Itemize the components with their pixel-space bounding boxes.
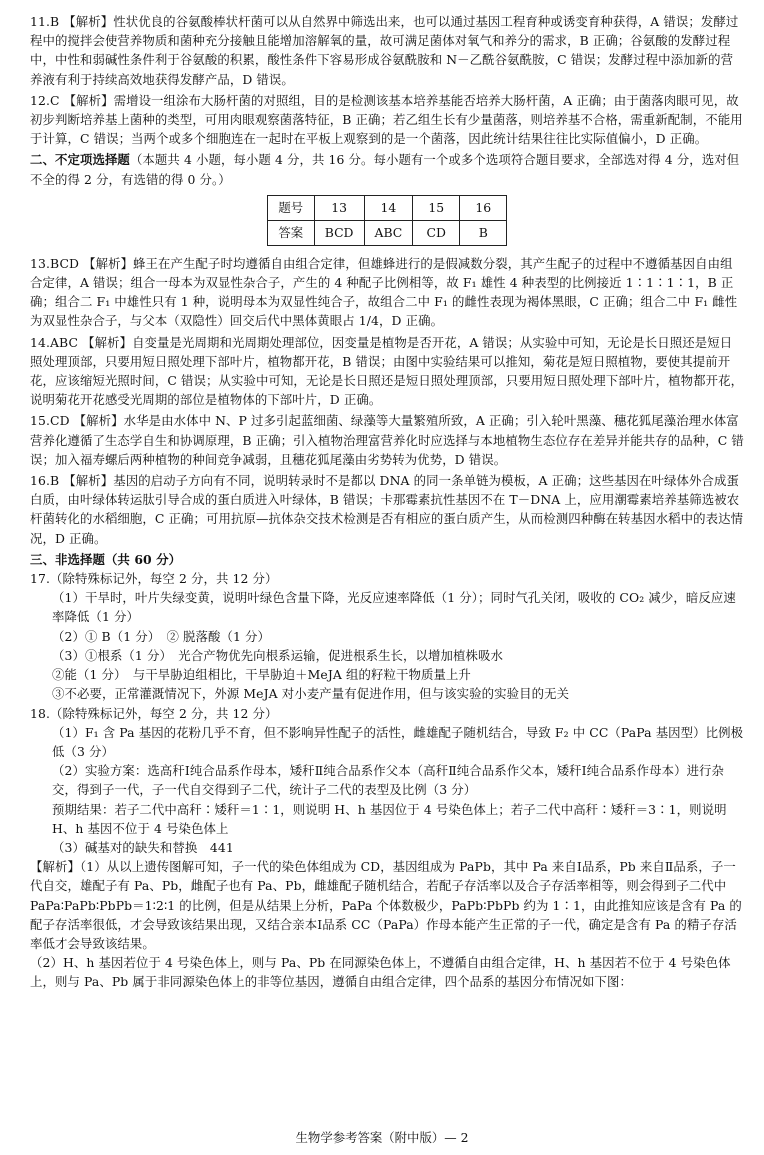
q18-line: （3）碱基对的缺失和替换 441 [52,839,234,855]
q17-line: ②能（1 分） 与干旱胁迫组相比，干旱胁迫＋MeJA 组的籽粒干物质量上升 [52,667,471,683]
answer-table-answer-row [267,220,507,245]
answer-16: 16.B 【解析】基因的启动子方向有不同，说明转录时不是都以 DNA 的同一条单链为模板，A 正确；这些基因在叶绿体外合成蛋白质，由叶绿体转运肽引导合成的蛋白质进入叶绿体，B 错误；卡那霉素抗性基因不在 T－DNA 上，应用潮霉素培养基筛选被农杆菌转化的水稻细胞，C 正确；可用抗原—抗体杂交技术检测是否有相应的蛋白质产生，从而检测四种酶在转基因水稻中的表达情况，D 正确。 [30,473,744,546]
answer-13: 13.BCD 【解析】蜂王在产生配子时均遵循自由组合定律，但雄蜂进行的是假减数分裂，其产生配子的过程中不遵循基因自由组合定律，A 错误；组合一母本为双显性杂合子，产生的 4 种配子比例相等，故 F₁ 雄性 4 种表型的比例接近 1∶1∶1∶1，B 正确；组合二 F₁ 中雄性只有 1 种，说明母本为双显性纯合子，故组合二中 F₁ 的雌性表现为褐体黑眼，C 正确；组合二中 F₁ 雌性为双显性杂合子，与父本（双隐性）回交后代中黑体黄眼占 1/4，D 正确。 [30,255,738,329]
q17-line: （3）①根系（1 分） 光合产物优先向根系运输，促进根系生长，以增加植株吸水 [52,647,503,663]
answer-18 [30,704,744,992]
q18-line: （1）F₁ 含 Pa 基因的花粉几乎不育，但不影响异性配子的活性，雌雄配子随机结合，导致 F₂ 中 CC（PaPa 基因型）比例极低（3 分） [52,724,744,759]
q17-line: ③不必要，正常灌溉情况下，外源 MeJA 对小麦产量有促进作用，但与该实验的实验目的无关 [52,686,570,702]
section-3-heading: 三、非选择题（共 60 分） [30,551,182,567]
answer-table-header-row [267,195,507,220]
q18-analysis: （2）H、h 基因若位于 4 号染色体上，则与 Pa、Pb 在同源染色体上，不遵循自由组合定律，H、h 基因若不位于 4 号染色体上，则与 Pa、Pb 属于非同源染色体上的非等位基因，遵循自由组合定律，四个品系的基因分布情况如下图： [30,955,731,990]
section-2-heading: 二、不定项选择题（本题共 4 小题，每小题 4 分，共 16 分。每小题有一个或多个选项符合题目要求，全部选对得 4 分，选对但不全的得 2 分，有选错的得 0 分。） [30,152,740,187]
table-number-cell: 16 [460,195,507,220]
answer-17 [30,569,744,703]
answer-table [267,195,508,246]
q17-line: （1）干旱时，叶片失绿变黄，说明叶绿色含量下降，光反应速率降低（1 分）；同时气孔关闭，吸收的 CO₂ 减少，暗反应速率降低（1 分） [52,590,736,625]
answer-12: 12.C 【解析】需增设一组涂布大肠杆菌的对照组，目的是检测该基本培养基能否培养大肠杆菌，A 正确；由于菌落肉眼可见，故初步判断培养基上菌种的类型，可用肉眼观察菌落特征，B 正确；若乙组生长有少量菌落，则培养基不合格，需重新配制，不能用于计算，C 错误；当两个或多个细胞连在一起时在平板上观察到的是一个菌落，因此统计结果往往比实际值偏小，D 正确。 [30,92,743,147]
page-footer: 生物学参考答案（附中版）— 2 [295,1130,469,1145]
table-answer-cell: BCD [314,220,364,245]
answer-14: 14.ABC 【解析】自变量是光周期和光周期处理部位，因变量是植物是否开花，A 错误；从实验中可知，无论是长日照还是短日照处理顶部，只要用短日照处理下部叶片，植物都开花，B 错误；由图中实验结果可以推知，菊花是短日照植物，要使其提前开花，应该缩短光照时间，C 错误；从实验中可知，无论是长日照还是短日照处理顶部，只要用短日照处理下部叶片，植物都开花，说明菊花开花感受光周期的部位是植物体的下部叶片，D 正确。 [30,334,744,408]
q17-line: （2）① B（1 分） ② 脱落酸（1 分） [52,628,270,644]
table-header-label: 题号 [267,195,314,220]
table-number-cell: 13 [314,195,364,220]
answer-11: 11.B 【解析】性状优良的谷氨酸棒状杆菌可以从自然界中筛选出来，也可以通过基因工程育种或诱变育种获得，A 错误；发酵过程中的搅拌会使营养物质和菌种充分接触且能增加溶解氧的量，故可满足菌体对氧气和养分的需求，B 正确；谷氨酸的发酵过程中，中性和弱碱性条件利于谷氨酸的积累，酸性条件下容易形成谷氨酰胺和 N－乙酰谷氨酰胺，C 错误；发酵过程中添加新的营养液有利于持续高效地获得发酵产品，D 错误。 [30,14,739,87]
q18-line: 预期结果：若子二代中高秆∶矮秆＝1∶1，则说明 H、h 基因位于 4 号染色体上；若子二代中高秆∶矮秆＝3∶1，则说明 H、h 基因不位于 4 号染色体上 [52,801,727,836]
q18-line: （2）实验方案：选高秆Ⅰ纯合品系作母本，矮秆Ⅱ纯合品系作父本（高秆Ⅱ纯合品系作父本，矮秆Ⅰ纯合品系作母本）进行杂交，得到子一代，子一代自交得到子二代，统计子二代的表型及比例（3 分） [52,763,725,798]
answer-15: 15.CD 【解析】水华是由水体中 N、P 过多引起蓝细菌、绿藻等大量繁殖所致，A 正确；引入轮叶黑藻、穗花狐尾藻治理水体富营养化遵循了生态学自生和协调原理，B 正确；引入植物治理富营养化时应选择与本地植物生态位存在差异并能共存的品种，C 错误；加入福寿螺后两种植物的种间竞争减弱，且穗花狐尾藻由劣势转为优势，D 错误。 [30,413,744,467]
q17-title: 17.（除特殊标记外，每空 2 分，共 12 分） [30,571,278,587]
table-number-cell: 14 [364,195,413,220]
table-answer-cell: ABC [364,220,413,245]
q18-analysis: 【解析】（1）从以上遗传图解可知，子一代的染色体组成为 CD，基因组成为 PaPb，其中 Pa 来自Ⅰ品系，Pb 来自Ⅱ品系，子一代自交，雄配子有 Pa、Pb，雌配子也有 Pa、Pb，雌雄配子随机结合，若配子存活率以及合子存活率相等，则会得到子二代中 PaPa∶PaPb∶PbPb＝1∶2∶1 的比例，但是从结果上分析，PaPa 个体数极少，PaPb∶PbPb 约为 1∶1，由此推知应该是含有 Pa 的配子存活率很低，才会导致该结果出现，又结合亲本Ⅰ品系 CC（PaPa）作母本能产生正常的子一代，确定是含有 Pa 的精子存活率低才会导致该结果。 [30,859,742,951]
table-answer-label: 答案 [267,220,314,245]
table-number-cell: 15 [413,195,460,220]
table-answer-cell: CD [413,220,460,245]
table-answer-cell: B [460,220,507,245]
q18-title: 18.（除特殊标记外，每空 2 分，共 12 分） [30,705,278,721]
